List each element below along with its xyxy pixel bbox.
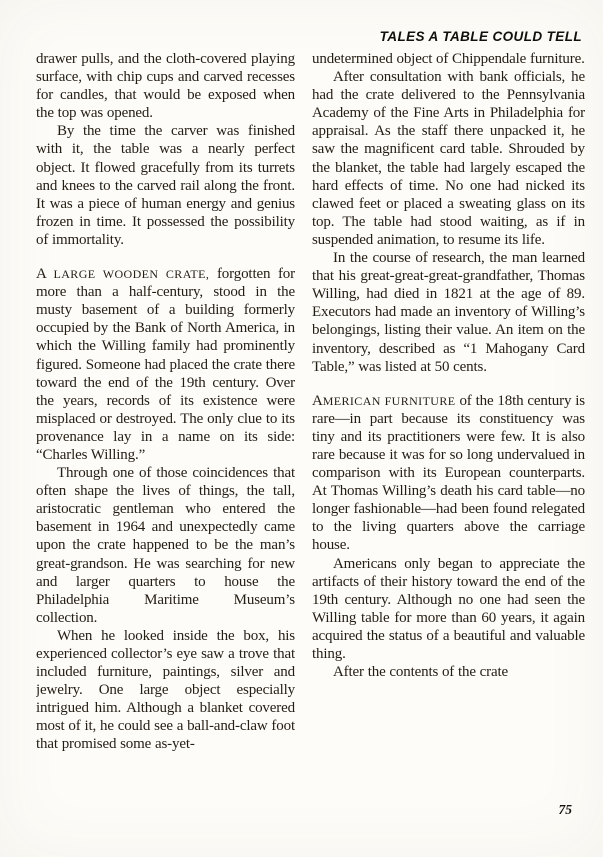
- section-lead-smallcaps: MERICAN FURNITURE: [322, 393, 456, 408]
- paragraph: When he looked inside the box, his experienced collector’s eye saw a trove that included furniture, paintings, silver and jewelry. One large object especially intrigued him. Although a blanket covered most of it, he could see a ball-and-claw foot that promised some as-yet-: [36, 627, 295, 753]
- section-text: forgotten for more than a half-century, stood in the musty basement of a building formerly occupied by the Bank of North America, in which the Willing family had prominently figured. Someone had placed the crate there toward the end of the 19th century. Over the years, records of its existence were misplaced or destroyed. The only clue to its provenance lay in a name on its side: “Charles Willing.”: [36, 266, 295, 463]
- left-column: [36, 50, 295, 828]
- paragraph: After consultation with bank officials, he had the crate delivered to the Pennsylvania Academy of the Fine Arts in Philadelphia for appraisal. As the staff there unpacked it, he saw the magnificent card table. Shrouded by the blanket, the table had largely escaped the hard effects of time. No one had nicked its clawed feet or placed a sweating glass on its top. The table had stood waiting, as if in suspended animation, to resume its life.: [312, 69, 585, 248]
- section-paragraph: [312, 392, 585, 555]
- article-body: [36, 50, 585, 828]
- paragraph-continuation: drawer pulls, and the cloth-covered playing surface, with chip cups and carved recesses for candles, that would be exposed when the top was opened.: [36, 51, 295, 122]
- paragraph: In the course of research, the man learned that his great-great-great-grandfather, Thomas Willing, had died in 1821 at the age of 89. Executors had made an inventory of Willing’s belongings, listing their value. An item on the inventory, described as “1 Mahogany Card Table,” was listed at 50 cents.: [312, 250, 585, 375]
- paragraph: After the contents of the crate: [333, 664, 509, 681]
- paragraph-continuation: undetermined object of Chippendale furniture.: [312, 51, 585, 67]
- section-lead-smallcaps: LARGE WOODEN CRATE,: [53, 267, 210, 282]
- paragraph: By the time the carver was finished with it, the table was a nearly perfect object. It flowed gracefully from its turrets and knees to the carved rail along the front. It was a piece of human energy and genius frozen in time. It possessed the possibility of immortality.: [36, 123, 295, 248]
- paragraph: Through one of those coincidences that often shape the lives of things, the tall, aristocratic gentleman who entered the basement in 1964 and unexpectedly came upon the crate happened to be the man’s great-grandson. He was searching for new and larger quarters to house the Philadelphia Maritime Museum’s collection.: [36, 465, 295, 626]
- paragraph: Americans only began to appreciate the artifacts of their history toward the end of the 19th century. Although no one had seen the Willing table for more than 60 years, it again acquired the status of a beautiful and valuable thing.: [312, 555, 585, 662]
- section-text: of the 18th century is rare—in part because its constituency was tiny and its practitioners were few. It is also rare because it was for so long undervalued in comparison with its European counterparts. At Thomas Willing’s death his card table—no longer fashionable—had been found relegated to the living quarters above the carriage house.: [312, 392, 585, 554]
- right-column: [312, 50, 585, 828]
- section-lead-initial: A: [36, 266, 54, 283]
- section-lead-initial: A: [312, 392, 323, 409]
- page-number: 75: [558, 802, 572, 817]
- section-paragraph: [36, 265, 295, 464]
- running-header: TALES A TABLE COULD TELL: [379, 29, 582, 44]
